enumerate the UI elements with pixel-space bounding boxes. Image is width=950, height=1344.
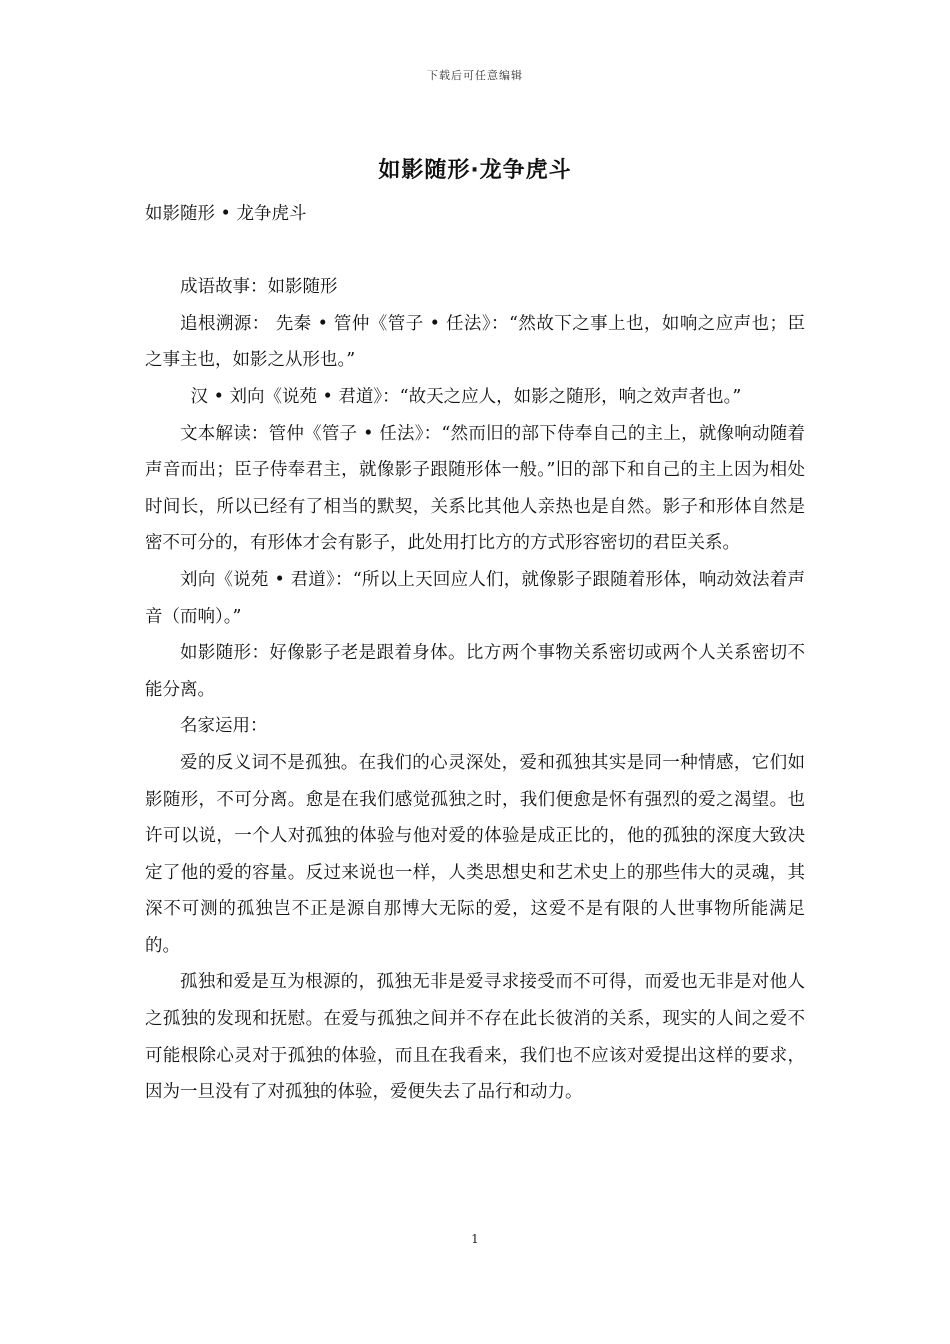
- document-title: 如影随形·龙争虎斗: [378, 158, 572, 183]
- document-subtitle: 如影随形 • 龙争虎斗: [145, 204, 307, 224]
- paragraph-usage-heading: 名家运用：: [180, 716, 268, 737]
- paragraph-origin: 追根溯源： 先秦 • 管仲《管子 • 任法》：“然故下之事上也，如响之应声也；臣之事主也，如影之从形也。”: [145, 313, 805, 371]
- paragraph-han-source: 汉 • 刘向《说苑 • 君道》：“故天之应人，如影之随形，响之效声者也。”: [190, 386, 742, 407]
- paragraph-idiom-story: 成语故事：如影随形: [180, 277, 338, 298]
- paragraph-mutual-roots: 孤独和爱是互为根源的，孤独无非是爱寻求接受而不可得，而爱也无非是对他人之孤独的发现和抚慰。在爱与孤独之间并不存在此长彼消的关系，现实的人间之爱不可能根除心灵对于孤独的体验，而且在我看来，我们也不应该对爱提出这样的要求，因为一旦没有了对孤独的体验，爱便失去了品行和动力。: [145, 972, 805, 1103]
- paragraph-definition: 如影随形：好像影子老是跟着身体。比方两个事物关系密切或两个人关系密切不能分离。: [145, 643, 805, 700]
- blank-line: [145, 233, 805, 270]
- paragraph-love-solitude: 爱的反义词不是孤独。在我们的心灵深处，爱和孤独其实是同一种情感，它们如影随形，不可分离。愈是在我们感觉孤独之时，我们便愈是怀有强烈的爱之渴望。也许可以说，一个人对孤独的体验与他对爱的体验是成正比的，他的孤独的深度大致决定了他的爱的容量。反过来说也一样，人类思想史和艺术史上的那些伟大的灵魂，其深不可测的孤独岂不正是源自那博大无际的爱，这爱不是有限的人世事物所能满足的。: [145, 752, 805, 956]
- page-header: 下载后可任意编辑: [427, 69, 523, 82]
- paragraph-interpretation: 文本解读：管仲《管子 • 任法》：“然而旧的部下侍奉自己的主上，就像响动随着声音而出；臣子侍奉君主，就像影子跟随形体一般。”旧的部下和自己的主上因为相处时间长，所以已经有了相当的默契，关系比其他人亲热也是自然。影子和形体自然是密不可分的，有形体才会有影子，此处用打比方的方式形容密切的君臣关系。: [145, 423, 805, 554]
- page-number: 1: [471, 1232, 479, 1246]
- document-body: [145, 196, 805, 1111]
- paragraph-liu-xiang: 刘向《说苑 • 君道》：“所以上天回应人们，就像影子跟随着形体，响动效法着声音（而响）。”: [145, 569, 805, 627]
